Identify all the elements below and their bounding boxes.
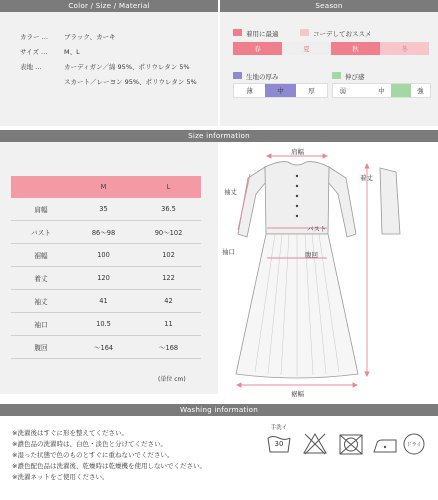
stretch-mid xyxy=(372,84,391,97)
stretch-legend: 伸び感 xyxy=(345,73,365,81)
thickness-mid-label: 中 xyxy=(277,87,284,95)
left-sleeve xyxy=(238,167,266,237)
stretch-bar xyxy=(332,83,431,98)
legend-coord-swatch xyxy=(300,29,309,36)
row-label: 裾幅 xyxy=(11,244,71,267)
cell-m: 100 xyxy=(71,244,136,267)
cell-m: 41 xyxy=(71,290,136,313)
size-table-header-row xyxy=(11,176,201,198)
thickness-thin xyxy=(234,84,265,97)
cell-m: 86〜98 xyxy=(71,221,136,244)
list-item: ※洗濯後はすぐに形を整えてください。 xyxy=(12,429,128,437)
stretch-strong xyxy=(411,84,430,97)
material-label: 表地 … xyxy=(20,63,42,71)
stretch-step-4 xyxy=(391,84,410,97)
diagram-label-bust: バスト xyxy=(307,225,327,233)
col-m-header: M xyxy=(71,176,136,198)
hand-wash-30-icon xyxy=(266,425,292,456)
thickness-legend: 生地の厚み xyxy=(246,73,279,81)
season-winter-label: 冬 xyxy=(401,45,408,53)
back-view-cardigan xyxy=(380,168,400,234)
hand-wash-label: 手洗イ xyxy=(270,425,288,431)
season-header: Season xyxy=(220,0,438,12)
stretch-swatch xyxy=(332,72,341,79)
diagram-label-cuff: 袖口 xyxy=(222,248,235,256)
season-spring xyxy=(233,42,282,55)
color-label: カラー … xyxy=(20,33,49,41)
stretch-weak xyxy=(333,84,352,97)
no-tumble-dry-icon xyxy=(338,432,364,458)
table-row xyxy=(11,267,201,290)
material-line-1: カーディガン／綿 95%、ポリウレタン 5% xyxy=(64,63,190,71)
list-item: ※濃色品の洗濯時は、白色・淡色と分けてください。 xyxy=(12,440,167,448)
size-value: M、L xyxy=(64,48,80,56)
thickness-bar xyxy=(233,83,328,98)
list-item: ※濃色配色品は洗濯後、乾燥時は乾燥機を使用しないでください。 xyxy=(12,462,206,470)
legend-best-swatch xyxy=(233,29,242,36)
cell-l: 102 xyxy=(136,244,201,267)
row-label: 袖口 xyxy=(11,313,71,336)
color-size-material-header: Color / Size / Material xyxy=(0,0,218,12)
list-item: ※洗濯ネットをご使用ください。 xyxy=(12,473,109,481)
legend-coord-label: コーデしておススメ xyxy=(313,30,372,38)
cell-l: 90〜102 xyxy=(136,221,201,244)
size-information-header: Size information xyxy=(0,130,438,142)
season-summer xyxy=(282,42,331,55)
row-label: バスト xyxy=(11,221,71,244)
row-label: 袖丈 xyxy=(11,290,71,313)
season-winter xyxy=(380,42,429,55)
size-table-corner xyxy=(11,176,71,198)
right-sleeve xyxy=(328,167,356,237)
stretch-mid-label: 中 xyxy=(378,87,385,95)
season-bar xyxy=(233,42,429,55)
garment-diagram xyxy=(220,142,438,398)
iron-icon xyxy=(372,436,398,458)
thickness-swatch xyxy=(233,72,242,79)
cell-m: 120 xyxy=(71,267,136,290)
diagram-label-waist: 腹回 xyxy=(305,251,318,259)
season-summer-label: 夏 xyxy=(303,45,310,53)
washing-information-header: Washing information xyxy=(0,404,438,416)
thickness-mid xyxy=(265,84,296,97)
size-table xyxy=(11,176,201,359)
table-row xyxy=(11,221,201,244)
cell-l: 36.5 xyxy=(136,198,201,221)
diagram-label-sleeve: 袖丈 xyxy=(224,188,237,196)
stretch-step-2 xyxy=(352,84,371,97)
season-autumn xyxy=(331,42,380,55)
thickness-thick xyxy=(296,84,327,97)
cell-l: 42 xyxy=(136,290,201,313)
row-label: 肩幅 xyxy=(11,198,71,221)
diagram-label-length: 着丈 xyxy=(360,174,373,182)
color-value: ブラック、カーキ xyxy=(64,33,116,41)
size-label: サイズ … xyxy=(20,48,48,56)
table-row xyxy=(11,336,201,359)
cell-m: 〜164 xyxy=(71,336,136,359)
dry-clean-label: ドライ xyxy=(406,442,422,448)
unit-note: (単位 cm) xyxy=(158,376,186,383)
cell-m: 10.5 xyxy=(71,313,136,336)
season-spring-label: 春 xyxy=(254,45,261,53)
material-line-2: スカート／レーヨン 95%、ポリウレタン 5% xyxy=(64,78,197,86)
table-row xyxy=(11,198,201,221)
cell-m: 35 xyxy=(71,198,136,221)
row-label: 着丈 xyxy=(11,267,71,290)
dry-clean-icon xyxy=(402,432,426,458)
stretch-strong-label: 強 xyxy=(417,87,424,95)
no-bleach-icon xyxy=(302,432,328,458)
list-item: ※湿った状態で色のものとすぐに重ねないでください。 xyxy=(12,451,174,459)
table-row xyxy=(11,244,201,267)
legend-best-label: 着用に最適 xyxy=(246,30,279,38)
cell-l: 〜168 xyxy=(136,336,201,359)
season-autumn-label: 秋 xyxy=(352,45,359,53)
col-l-header: L xyxy=(136,176,201,198)
thickness-thin-label: 薄 xyxy=(246,87,253,95)
thickness-thick-label: 厚 xyxy=(308,87,315,95)
cell-l: 122 xyxy=(136,267,201,290)
table-row xyxy=(11,290,201,313)
diagram-label-hem: 裾幅 xyxy=(291,390,304,398)
diagram-label-shoulder: 肩幅 xyxy=(291,148,304,156)
washing-notes xyxy=(12,428,206,483)
cell-l: 11 xyxy=(136,313,201,336)
hand-wash-temp: 30 xyxy=(274,440,284,448)
row-label: 腹回 xyxy=(11,336,71,359)
stretch-weak-label: 弱 xyxy=(339,87,346,95)
table-row xyxy=(11,313,201,336)
